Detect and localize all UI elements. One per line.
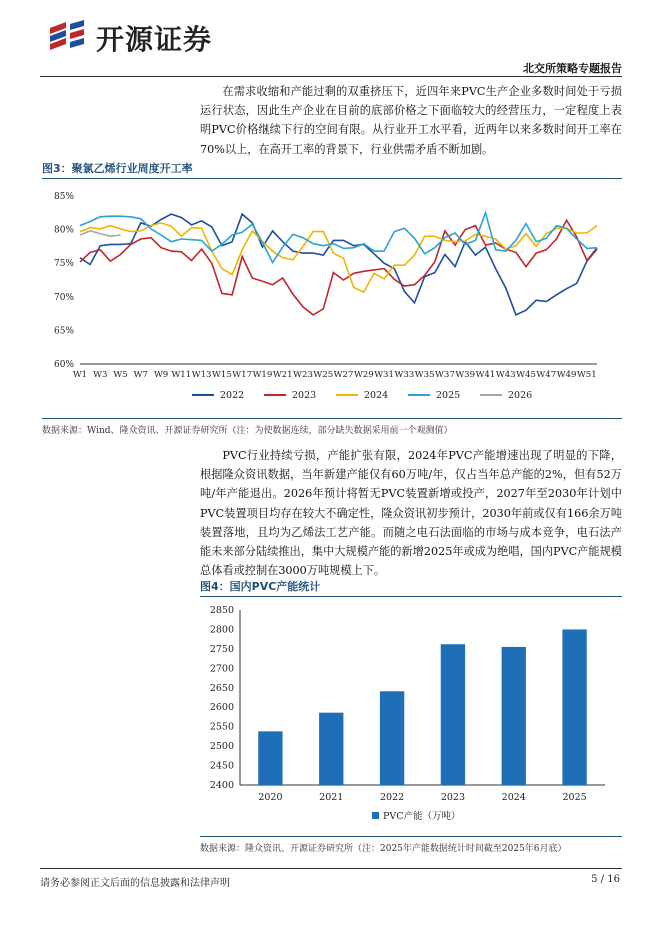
brand-logo-icon <box>48 20 88 56</box>
y-tick-label: 2650 <box>209 682 234 694</box>
legend-label: PVC产能（万吨） <box>383 811 461 822</box>
x-tick-label: W41 <box>475 370 496 380</box>
x-tick-label: W33 <box>394 370 415 380</box>
figure4-rule <box>200 596 622 597</box>
x-tick-label: 2023 <box>440 792 466 803</box>
x-tick-label: 2020 <box>258 792 283 803</box>
y-tick-label: 65% <box>53 326 74 337</box>
x-tick-label: W27 <box>333 370 354 380</box>
report-type: 北交所策略专题报告 <box>523 62 622 75</box>
y-tick-label: 2600 <box>209 702 234 714</box>
y-tick-label: 70% <box>53 292 74 303</box>
x-tick-label: 2021 <box>319 792 344 803</box>
figure3-source: 数据来源：Wind、隆众资讯、开源证券研究所（注：为使数据连续，部分缺失数据采用前一个观测值） <box>42 426 453 436</box>
bar-2022 <box>380 691 404 785</box>
y-tick-label: 75% <box>53 259 74 270</box>
x-tick-label: W9 <box>153 370 169 380</box>
y-tick-label: 2750 <box>209 643 234 655</box>
x-tick-label: W43 <box>495 370 516 380</box>
legend-swatch <box>372 812 379 819</box>
x-tick-label: W19 <box>252 370 273 380</box>
y-tick-label: 60% <box>53 360 74 370</box>
x-tick-label: W25 <box>313 370 334 380</box>
y-tick-label: 2800 <box>209 624 234 636</box>
footer-divider <box>40 868 622 869</box>
y-tick-label: 2450 <box>209 760 234 772</box>
x-tick-label: W35 <box>414 370 435 380</box>
chart-legend <box>372 810 461 822</box>
x-tick-label: W51 <box>576 370 597 380</box>
paragraph-1: 在需求收缩和产能过剩的双重挤压下，近四年来PVC生产企业多数时间处于亏损运行状态，因此生产企业在目前的底部价格之下面临较大的经营压力，一定程度上表明PVC价格继续下行的空间有限。从行业开工水平看，近两年以来多数时间开工率在70%以上，在高开工率的背景下，行业供需矛盾不断加剧。 <box>200 85 622 156</box>
legend-label-2025: 2025 <box>436 390 461 401</box>
x-tick-label: W23 <box>293 370 313 380</box>
x-tick-label: W11 <box>171 370 192 380</box>
x-tick-label: W45 <box>516 370 536 380</box>
bar-2020 <box>258 731 282 785</box>
brand-logo <box>48 20 212 56</box>
series-line-2026 <box>80 231 121 236</box>
x-tick-label: W5 <box>113 370 128 380</box>
header-divider <box>40 76 622 77</box>
x-tick-label: 2022 <box>379 792 405 803</box>
y-tick-label: 2400 <box>209 780 234 791</box>
figure3-title: 图3：聚氯乙烯行业周度开工率 <box>42 162 193 175</box>
x-tick-label: W1 <box>72 370 88 380</box>
x-tick-label: W49 <box>556 370 577 380</box>
legend-label-2026: 2026 <box>508 390 533 401</box>
figure3-bottom-rule <box>42 418 622 419</box>
x-tick-label: W29 <box>353 370 374 380</box>
x-tick-label: W21 <box>272 370 293 380</box>
x-tick-label: W7 <box>133 370 148 380</box>
brand-name: 开源证券 <box>96 23 213 56</box>
figure4-source: 数据来源：隆众资讯、开源证券研究所（注：2025年产能数据统计时间截至2025年6月底） <box>200 844 567 854</box>
bar-2023 <box>441 644 465 785</box>
figure3-rule <box>42 178 622 179</box>
y-tick-label: 2500 <box>209 741 234 753</box>
x-tick-label: W37 <box>435 370 455 380</box>
y-tick-label: 80% <box>53 225 74 236</box>
x-tick-label: 2024 <box>501 792 526 803</box>
x-tick-label: W13 <box>191 370 212 380</box>
figure4-title: 图4：国内PVC产能统计 <box>200 580 321 593</box>
x-tick-label: W17 <box>232 370 253 380</box>
x-tick-label: W39 <box>455 370 476 380</box>
page-number: 5 / 16 <box>591 874 620 885</box>
figure4-bottom-rule <box>200 836 622 837</box>
y-tick-label: 85% <box>53 192 74 202</box>
footer-disclaimer: 请务必参阅正文后面的信息披露和法律声明 <box>40 878 230 889</box>
bar-2021 <box>319 713 343 785</box>
y-tick-label: 2550 <box>209 721 234 733</box>
bar-2024 <box>502 647 526 785</box>
x-tick-label: W31 <box>374 370 395 380</box>
x-tick-label: W15 <box>212 370 232 380</box>
legend-label-2022: 2022 <box>220 390 245 401</box>
x-tick-label: 2025 <box>562 792 587 803</box>
bar-chart <box>200 600 622 832</box>
line-chart <box>42 182 622 412</box>
legend-label-2024: 2024 <box>364 390 389 401</box>
bar-2025 <box>562 629 586 785</box>
series-line-2022 <box>80 214 597 315</box>
y-tick-label: 2850 <box>209 605 234 616</box>
legend-label-2023: 2023 <box>292 390 317 401</box>
x-tick-label: W3 <box>93 370 108 380</box>
paragraph-2: PVC行业持续亏损，产能扩张有限，2024年PVC产能增速出现了明显的下降，根据隆众资讯数据，当年新建产能仅有60万吨/年，仅占当年总产能的2%，但有52万吨/年产能退出。2026年预计将暂无PVC装置新增或投产，2027年至2030年计划中PVC装置项目均存在较大不确定性，隆众资讯初步预计，2030年前或仅有166余万吨装置落地，且均为乙烯法工艺产能。而随之电石法面临的市场与成本竞争，电石法产能未来部分陆续推出，集中大规模产能的新增2025年或成为绝唱，国内PVC产能规模总体看或控制在3000万吨规模上下。 <box>200 449 622 578</box>
y-tick-label: 2700 <box>209 663 234 675</box>
chart-legend <box>192 390 532 401</box>
x-tick-label: W47 <box>536 370 557 380</box>
